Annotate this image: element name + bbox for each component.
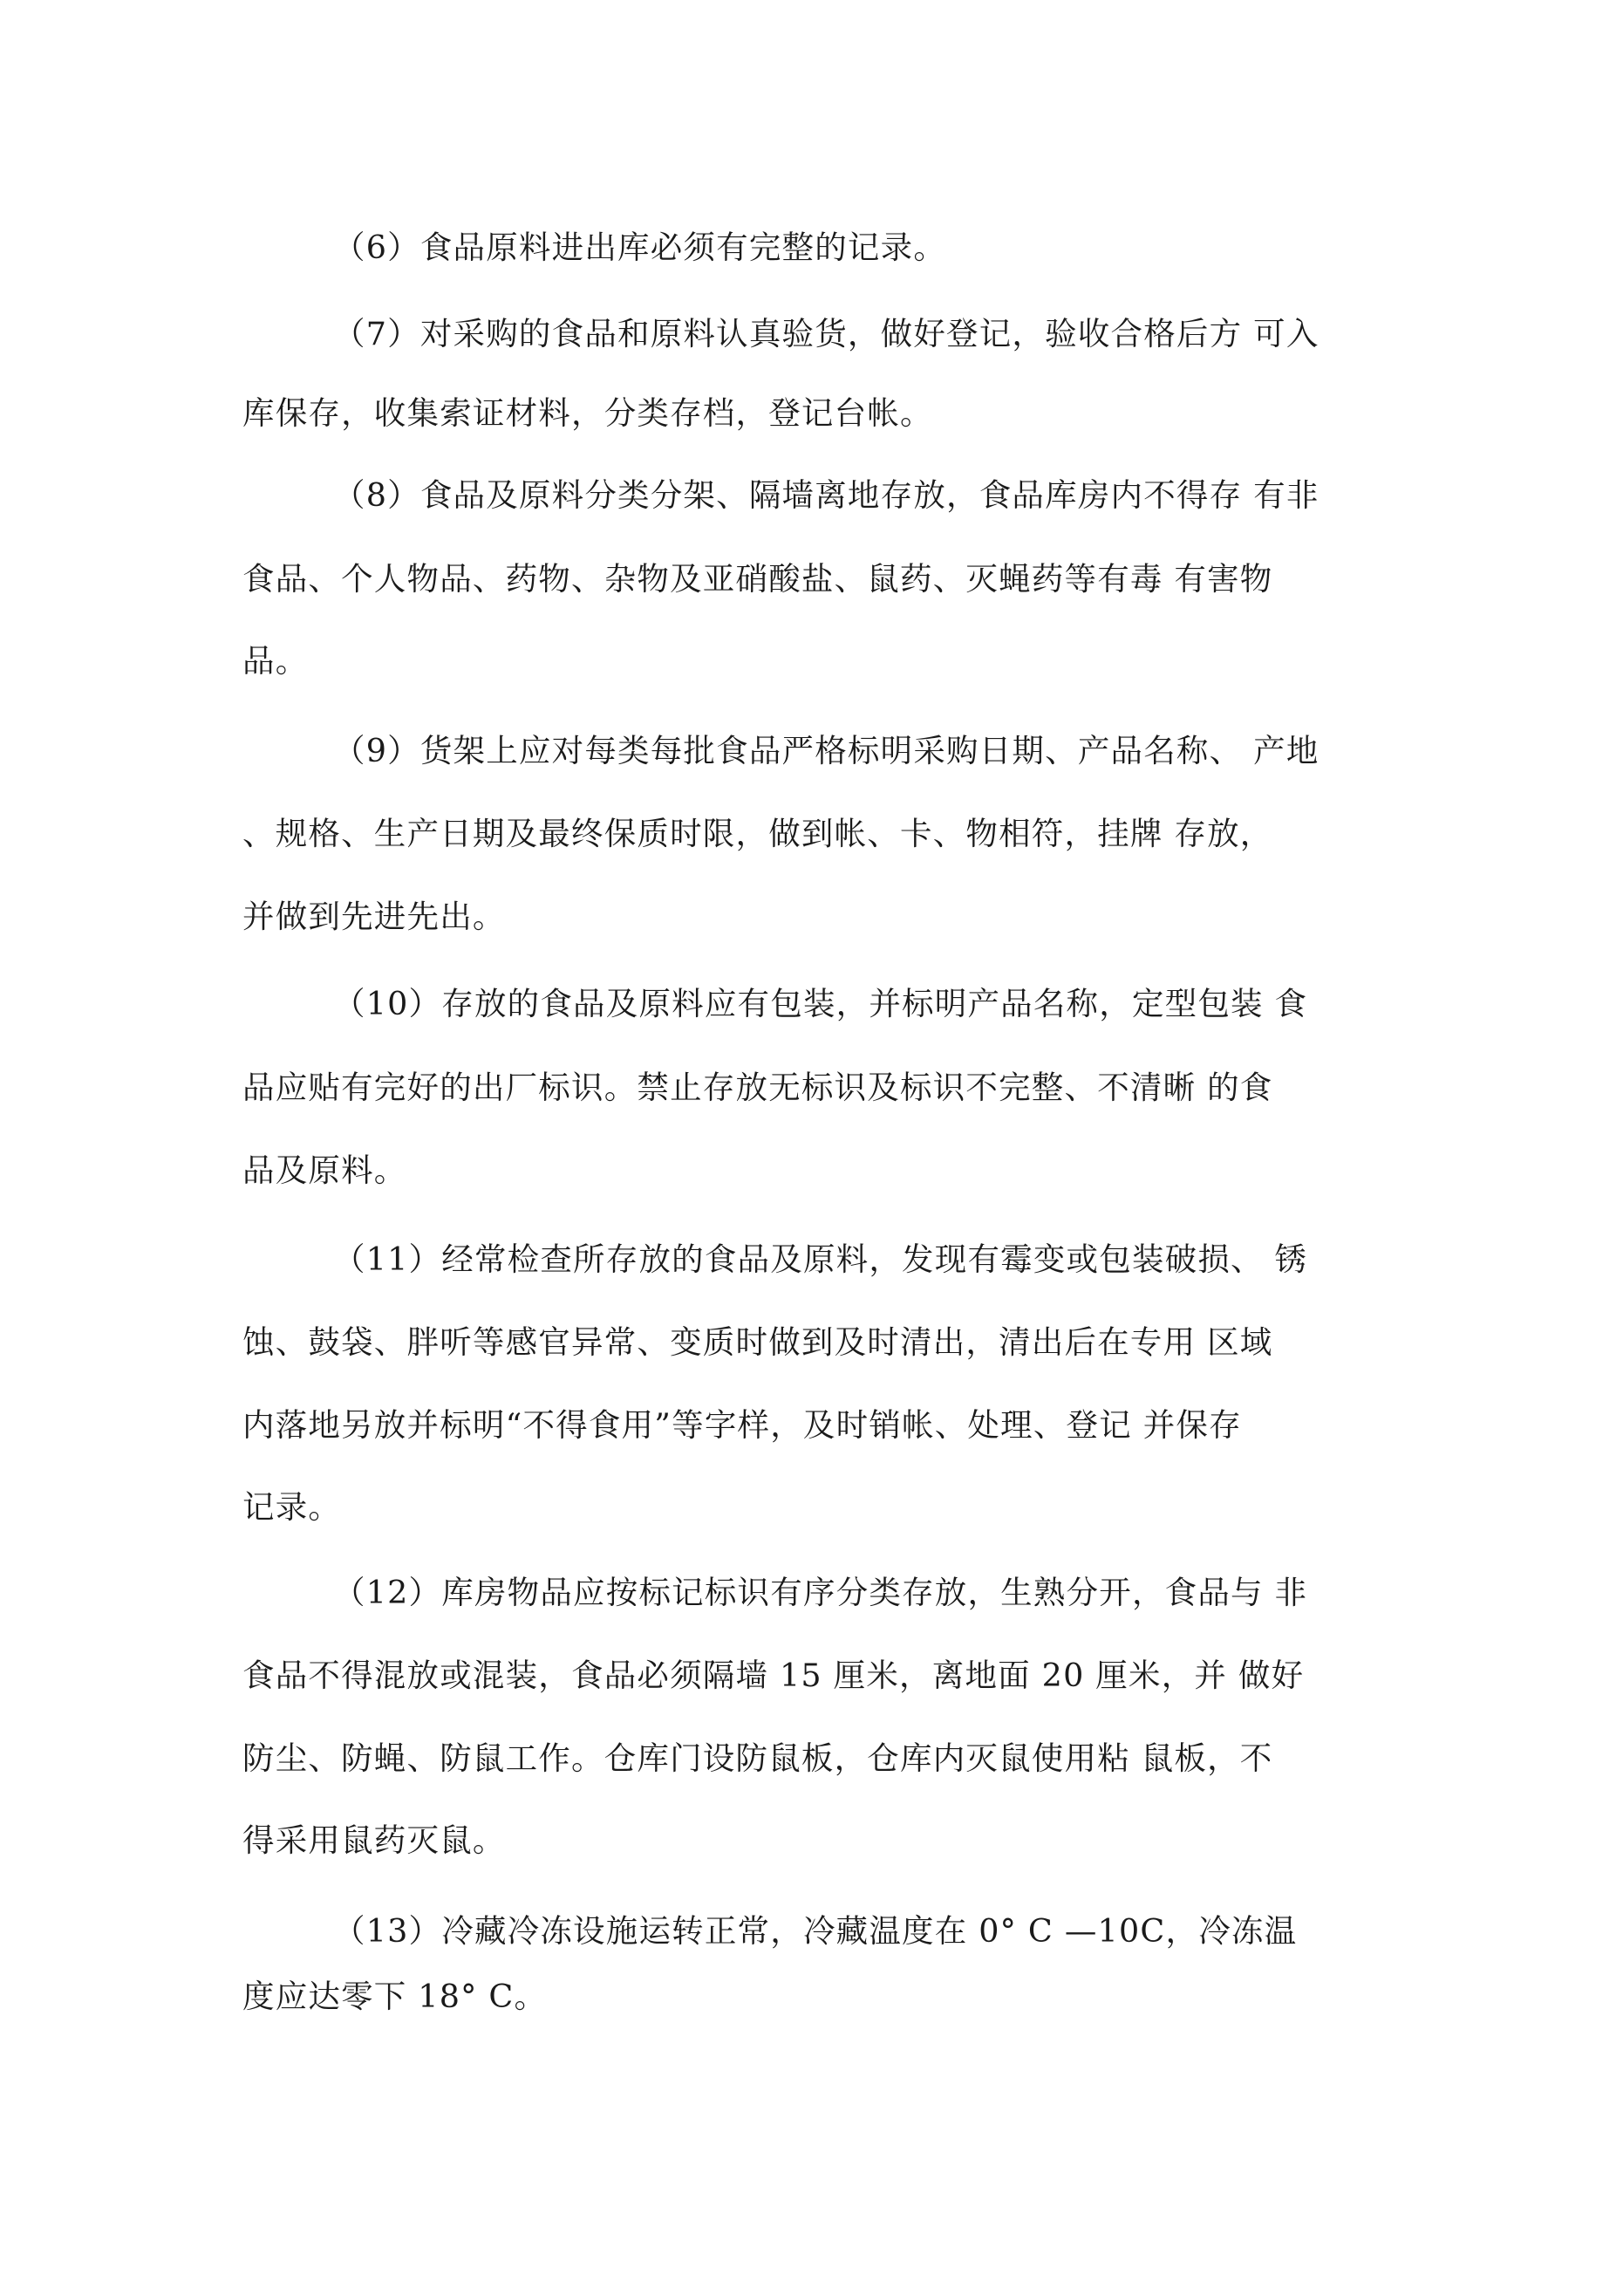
paragraph-8-line-1: （8）食品及原料分类分架、隔墙离地存放，食品库房内不得存 有非: [333, 476, 1320, 514]
paragraph-13-line-1: （13）冷藏冷冻设施运转正常，冷藏温度在 0° C —10C，冷冻温: [333, 1912, 1298, 1950]
paragraph-12-line-4: 得采用鼠药灭鼠。: [242, 1821, 506, 1859]
paragraph-11-line-4: 记录。: [242, 1488, 342, 1526]
paragraph-9-line-3: 并做到先进先出。: [242, 898, 506, 935]
paragraph-12-line-2: 食品不得混放或混装，食品必须隔墙 15 厘米，离地面 20 厘米，并 做好: [242, 1657, 1305, 1694]
paragraph-13-line-2: 度应达零下 18° C。: [242, 1978, 548, 2015]
paragraph-10-line-1: （10）存放的食品及原料应有包装，并标明产品名称，定型包装 食: [333, 985, 1308, 1022]
paragraph-7-line-1: （7）对采购的食品和原料认真验货，做好登记，验收合格后方 可入: [333, 315, 1320, 352]
paragraph-12-line-1: （12）库房物品应按标记标识有序分类存放，生熟分开，食品与 非: [333, 1574, 1308, 1611]
paragraph-11-line-2: 蚀、鼓袋、胖听等感官异常、变质时做到及时清出，清出后在专用 区域: [242, 1323, 1273, 1361]
paragraph-12-line-3: 防尘、防蝇、防鼠工作。仓库门设防鼠板，仓库内灭鼠使用粘 鼠板，不: [242, 1739, 1273, 1777]
paragraph-11-line-1: （11）经常检查所存放的食品及原料，发现有霉变或包装破损、 锈: [333, 1240, 1308, 1278]
paragraph-10-line-3: 品及原料。: [242, 1151, 407, 1189]
paragraph-9-line-2: 、规格、生产日期及最终保质时限，做到帐、卡、物相符，挂牌 存放，: [242, 815, 1273, 852]
paragraph-7-line-2: 库保存，收集索证材料，分类存档，登记台帐。: [242, 394, 933, 432]
paragraph-6-line-1: （6）食品原料进出库必须有完整的记录。: [333, 229, 947, 266]
paragraph-11-line-3: 内落地另放并标明“不得食用”等字样，及时销帐、处理、登记 并保存: [242, 1406, 1242, 1444]
paragraph-8-line-3: 品。: [242, 642, 309, 680]
paragraph-9-line-1: （9）货架上应对每类每批食品严格标明采购日期、产品名称、 产地: [333, 732, 1320, 769]
paragraph-10-line-2: 品应贴有完好的出厂标识。禁止存放无标识及标识不完整、不清晰 的食: [242, 1069, 1273, 1106]
paragraph-8-line-2: 食品、个人物品、药物、杂物及亚硝酸盐、鼠药、灭蝇药等有毒 有害物: [242, 560, 1273, 598]
